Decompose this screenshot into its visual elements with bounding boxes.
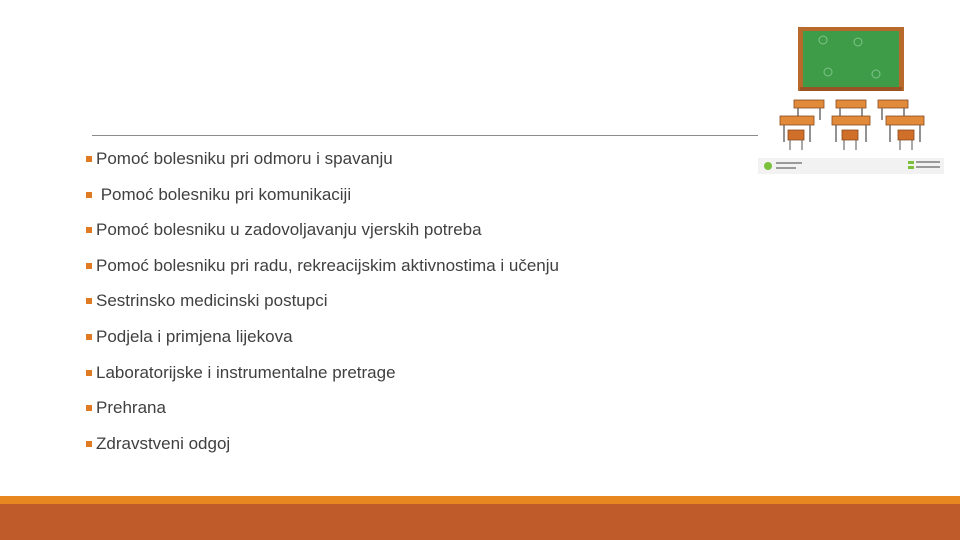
list-item bbox=[86, 289, 559, 325]
list-item bbox=[86, 183, 559, 219]
list-item bbox=[86, 147, 559, 183]
bullet-text: Pomoć bolesniku u zadovoljavanju vjerskih potreba bbox=[96, 220, 482, 240]
list-item bbox=[86, 218, 559, 254]
title-divider bbox=[92, 135, 760, 136]
list-item bbox=[86, 432, 559, 468]
bullet-text: Zdravstveni odgoj bbox=[96, 433, 231, 453]
bullet-text: Pomoć bolesniku pri komunikaciji bbox=[96, 184, 352, 204]
bullet-list bbox=[86, 147, 559, 467]
list-item bbox=[86, 396, 559, 432]
bullet-square-icon bbox=[86, 441, 92, 447]
bullet-text: Pomoć bolesniku pri odmoru i spavanju bbox=[96, 149, 393, 168]
bullet-text: Pomoć bolesniku pri radu, rekreacijskim aktivnostima i učenju bbox=[96, 255, 559, 275]
bullet-square-icon bbox=[86, 334, 92, 340]
bullet-square-icon bbox=[86, 227, 92, 233]
bullet-square-icon bbox=[86, 156, 92, 162]
list-item bbox=[86, 254, 559, 290]
list-item bbox=[86, 325, 559, 361]
bullet-square-icon bbox=[86, 405, 92, 411]
bullet-square-icon bbox=[86, 263, 92, 269]
footer-band bbox=[0, 504, 960, 540]
footer-accent-stripe bbox=[0, 496, 960, 504]
bullet-text: Sestrinsko medicinski postupci bbox=[96, 291, 328, 311]
bullet-square-icon bbox=[86, 370, 92, 376]
bullet-text: Laboratorijske i instrumentalne pretrage bbox=[96, 362, 396, 382]
list-item bbox=[86, 361, 559, 397]
bullet-square-icon bbox=[86, 192, 92, 198]
bullet-square-icon bbox=[86, 298, 92, 304]
bullet-text: Prehrana bbox=[96, 398, 166, 418]
bullet-text: Podjela i primjena lijekova bbox=[96, 326, 293, 346]
classroom-icon bbox=[758, 14, 944, 174]
